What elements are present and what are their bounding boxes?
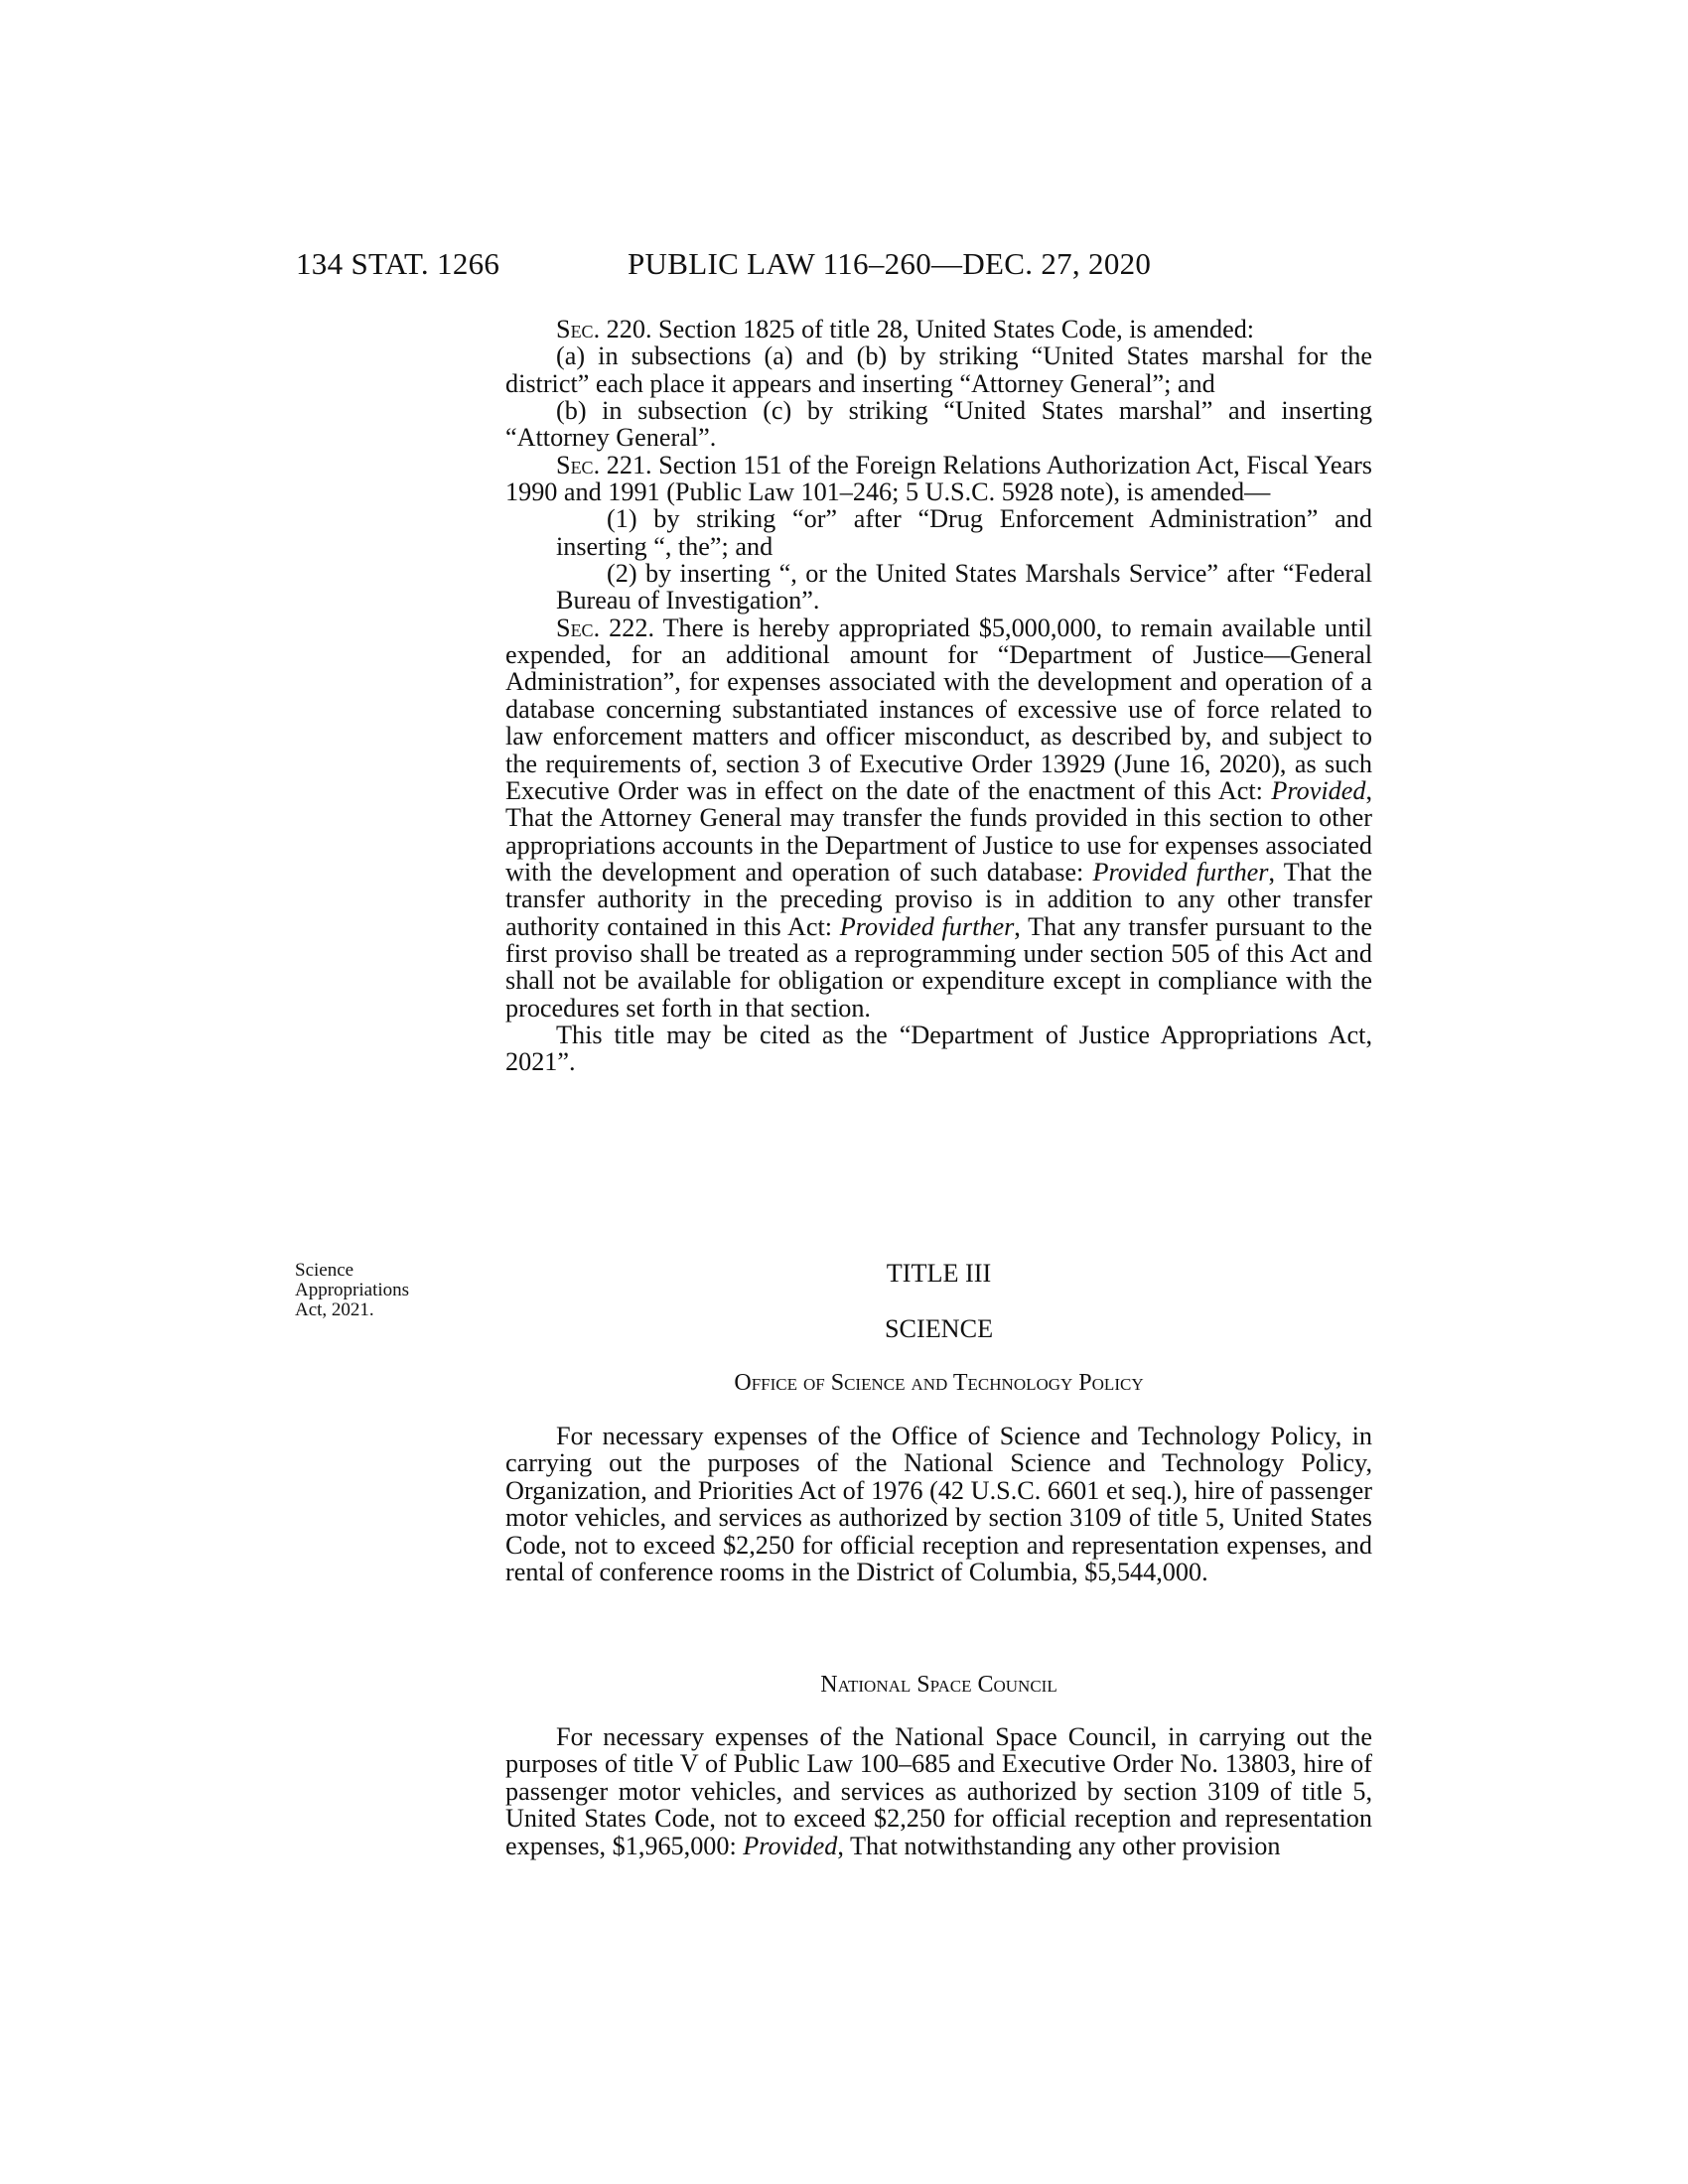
section-222: Sec. 222. There is hereby appropriated $5,000,000, to remain available until expended, for an additional amount for “Department of Justice—General Administration”, for expenses associated with the development and operation of a database concerning substantiated instances of excessive use of force related to law enforcement matters and officer misconduct, as described by, and subject to the requirements of, section 3 of Executive Order 13929 (June 16, 2020), as such Executive Order was in effect on the date of the enactment of this Act: Provided, That the Attorney General may transfer the funds provided in this section to other appropriations accounts in the Department of Justice to use for expenses associated with the development and operation of such database: Provided further, That the transfer authority in the preceding proviso is in addition to any other transfer authority contained in this Act: Provided further, That any transfer pursuant to the first proviso shall be treated as a reprogramming under section 505 of this Act and shall not be available for obligation or expenditure except in compliance with the procedures set forth in that section. (505, 613, 1372, 1023)
section-220-b: (b) in subsection (c) by striking “United States marshal” and inserting “Attorney General”. (505, 396, 1372, 453)
sec-label: Sec. (556, 613, 601, 642)
body-text (505, 316, 1372, 1076)
ostp-heading: Office of Science and Technology Policy (734, 1370, 1144, 1396)
section-220: Sec. 220. Section 1825 of title 28, United States Code, is amended: (556, 315, 1255, 343)
statute-page-number: 134 STAT. 1266 (296, 246, 500, 281)
nsc-paragraph: For necessary expenses of the National Space Council, in carrying out the purposes of title V of Public Law 100–685 and Executive Order No. 13803, hire of passenger motor vehicles, and services as authorized by section 3109 of title 5, United States Code, not to exceed $2,250 for official reception and representation expenses, $1,965,000: Provided, That notwithstanding any other provision (505, 1722, 1372, 1860)
running-header-title: PUBLIC LAW 116–260—DEC. 27, 2020 (628, 246, 1152, 281)
section-221: Sec. 221. Section 151 of the Foreign Relations Authorization Act, Fiscal Years 1990 and 1991 (Public Law 101–246; 5 U.S.C. 5928 note), is amended— (505, 450, 1372, 507)
margin-note: Science Appropriations Act, 2021. (295, 1260, 410, 1320)
nsc-heading: National Space Council (820, 1672, 1057, 1698)
title-citation: This title may be cited as the “Department of Justice Appropriations Act, 2021”. (505, 1020, 1372, 1077)
section-221-1: (1) by striking “or” after “Drug Enforcement Administration” and inserting “, the”; and (556, 504, 1372, 561)
title-heading: TITLE III (886, 1259, 992, 1288)
section-221-2: (2) by inserting “, or the United States Marshals Service” after “Federal Bureau of Investigation”. (556, 559, 1372, 615)
proviso-term: Provided further (1092, 857, 1269, 887)
sec-label: Sec. (556, 450, 601, 479)
title-subheading: SCIENCE (884, 1314, 994, 1343)
proviso-term: Provided (1271, 775, 1366, 805)
section-220-a: (a) in subsections (a) and (b) by striking “United States marshal for the district” each place it appears and inserting “Attorney General”; and (505, 341, 1372, 398)
sec-label: Sec. (556, 315, 601, 343)
ostp-paragraph: For necessary expenses of the Office of Science and Technology Policy, in carrying out the purposes of the National Science and Technology Policy, Organization, and Priorities Act of 1976 (42 U.S.C. 6601 et seq.), hire of passenger motor vehicles, and services as authorized by section 3109 of title 5, United States Code, not to exceed $2,250 for official reception and representation expenses, and rental of conference rooms in the District of Columbia, $5,544,000. (505, 1422, 1372, 1587)
proviso-term: Provided (743, 1831, 838, 1860)
proviso-term: Provided further (839, 911, 1015, 941)
